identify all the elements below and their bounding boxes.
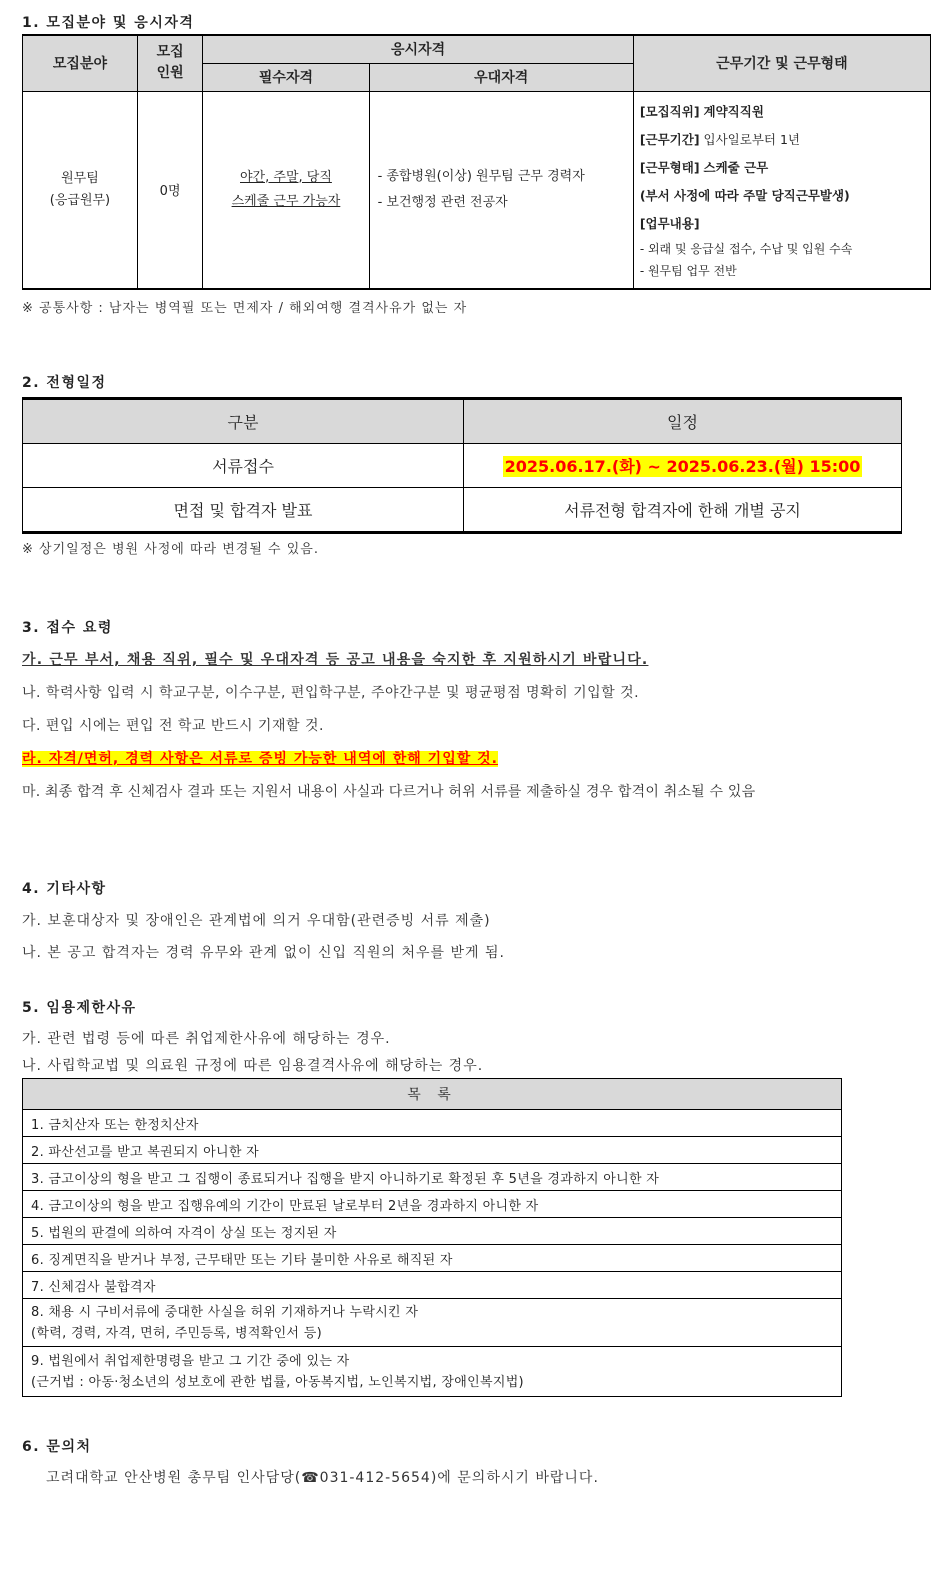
list-item-8-line1: 8. 채용 시 구비서류에 중대한 사실을 허위 기재하거나 누락시킨 자 bbox=[31, 1304, 419, 1320]
schedule-change-note: ※ 상기일정은 병원 사정에 따라 변경될 수 있음. bbox=[22, 542, 319, 557]
contact-line bbox=[46, 1467, 599, 1487]
preferred-line1: - 종합병원(이상) 원무팀 근무 경력자 bbox=[377, 168, 585, 184]
section-title-schedule: 2. 전형일정 bbox=[22, 375, 107, 391]
phone-icon: ☎ bbox=[301, 1470, 320, 1486]
list-item bbox=[23, 1347, 842, 1397]
recruitment-table bbox=[22, 34, 931, 290]
contact-prefix: 고려대학교 안산병원 총무팀 인사담당( bbox=[46, 1470, 302, 1486]
apply-item-na: 나. 학력사항 입력 시 학교구분, 이수구분, 편입학구분, 주야간구분 및 평균평점 명확히 기입할 것. bbox=[22, 685, 640, 701]
preferred-line2: - 보건행정 관련 전공자 bbox=[377, 194, 508, 210]
apply-item-ra bbox=[22, 748, 498, 768]
cell-count: 0명 bbox=[137, 91, 202, 289]
common-requirement-note: ※ 공통사항 : 남자는 병역필 또는 면제자 / 해외여행 결격사유가 없는 자 bbox=[22, 301, 468, 316]
header-count-line1: 모집 bbox=[156, 44, 184, 61]
restrict-item-ga: 가. 관련 법령 등에 따른 취업제한사유에 해당하는 경우. bbox=[22, 1031, 391, 1047]
work-period-label: [근무기간] bbox=[639, 131, 700, 147]
section-title-recruitment: 1. 모집분야 및 응시자격 bbox=[22, 15, 195, 31]
required-line2: 스케줄 근무 가능자 bbox=[231, 193, 341, 209]
list-item: 4. 금고이상의 형을 받고 집행유예의 기간이 만료된 날로부터 2년을 경과하지 아니한 자 bbox=[23, 1191, 842, 1218]
work-period bbox=[640, 126, 924, 154]
header-work: 근무기간 및 근무형태 bbox=[633, 35, 930, 91]
restrict-item-na: 나. 사립학교법 및 의료원 규정에 따른 임용결격사유에 해당하는 경우. bbox=[22, 1058, 484, 1074]
section-title-etc: 4. 기타사항 bbox=[22, 881, 107, 897]
work-type-note bbox=[640, 182, 924, 210]
apply-item-da: 다. 편입 시에는 편입 전 학교 반드시 기재할 것. bbox=[22, 718, 324, 734]
field-sub: (응급원무) bbox=[49, 192, 111, 208]
cell-work bbox=[633, 91, 930, 289]
schedule-header-category: 구분 bbox=[23, 399, 464, 444]
list-item: 7. 신체검사 불합격자 bbox=[23, 1272, 842, 1299]
section-title-contact: 6. 문의처 bbox=[22, 1439, 92, 1455]
apply-item-ra-text: 라. 자격/면허, 경력 사항은 서류로 증빙 가능한 내역에 한해 기입할 것. bbox=[22, 751, 498, 767]
disqualification-list-table bbox=[22, 1078, 842, 1397]
work-position-value: 계약직직원 bbox=[703, 103, 764, 119]
work-type-label: [근무형태] bbox=[639, 159, 700, 175]
work-duty bbox=[640, 210, 924, 238]
header-count-line2: 인원 bbox=[156, 65, 184, 82]
work-type-note-text: (부서 사정에 따라 주말 당직근무발생) bbox=[639, 187, 850, 203]
section-title-application: 3. 접수 요령 bbox=[22, 620, 113, 636]
cell-preferred bbox=[369, 91, 633, 289]
schedule-row2-date: 서류전형 합격자에 한해 개별 공지 bbox=[464, 488, 902, 533]
schedule-row1-date: 2025.06.17.(화) ~ 2025.06.23.(월) 15:00 bbox=[504, 457, 861, 476]
work-type bbox=[640, 154, 924, 182]
header-preferred: 우대자격 bbox=[369, 63, 633, 91]
work-duty-2: - 원무팀 업무 전반 bbox=[639, 263, 737, 278]
etc-item-ga: 가. 보훈대상자 및 장애인은 관계법에 의거 우대함(관련증빙 서류 제출) bbox=[22, 913, 491, 929]
list-item: 5. 법원의 판결에 의하여 자격이 상실 또는 정지된 자 bbox=[23, 1218, 842, 1245]
cell-required bbox=[203, 91, 369, 289]
schedule-header-date: 일정 bbox=[464, 399, 902, 444]
schedule-table bbox=[22, 397, 902, 534]
contact-suffix: )에 문의하시기 바랍니다. bbox=[430, 1470, 599, 1486]
header-count bbox=[137, 35, 202, 91]
list-item: 1. 금치산자 또는 한정치산자 bbox=[23, 1110, 842, 1137]
list-item: 3. 금고이상의 형을 받고 그 집행이 종료되거나 집행을 받지 아니하기로 확정된 후 5년을 경과하지 아니한 자 bbox=[23, 1164, 842, 1191]
work-position-label: [모집직위] bbox=[639, 103, 700, 119]
apply-item-ga: 가. 근무 부서, 채용 직위, 필수 및 우대자격 등 공고 내용을 숙지한 후 지원하시기 바랍니다. bbox=[22, 652, 649, 668]
work-duty-label: [업무내용] bbox=[639, 215, 700, 231]
list-item-9-line2: (근거법 : 아동·청소년의 성보호에 관한 법률, 아동복지법, 노인복지법, 장애인복지법) bbox=[31, 1374, 524, 1390]
schedule-row1-category: 서류접수 bbox=[23, 444, 464, 488]
apply-item-ma: 마. 최종 합격 후 신체검사 결과 또는 지원서 내용이 사실과 다르거나 허위 서류를 제출하실 경우 합격이 취소될 수 있음 bbox=[22, 784, 756, 800]
cell-field bbox=[23, 91, 138, 289]
contact-phone: 031-412-5654 bbox=[319, 1470, 431, 1486]
etc-item-na: 나. 본 공고 합격자는 경력 유무와 관계 없이 신입 직원의 처우를 받게 됨. bbox=[22, 945, 505, 961]
header-field: 모집분야 bbox=[23, 35, 138, 91]
field-name: 원무팀 bbox=[61, 170, 99, 186]
work-period-value: 입사일로부터 1년 bbox=[703, 131, 800, 147]
list-item bbox=[23, 1299, 842, 1347]
list-item-9-line1: 9. 법원에서 취업제한명령을 받고 그 기간 중에 있는 자 bbox=[31, 1353, 350, 1369]
list-header: 목 록 bbox=[23, 1079, 842, 1110]
section-title-restriction: 5. 임용제한사유 bbox=[22, 1000, 137, 1016]
work-duty-1: - 외래 및 응급실 접수, 수납 및 입원 수속 bbox=[639, 241, 853, 256]
schedule-row2-category: 면접 및 합격자 발표 bbox=[23, 488, 464, 533]
work-type-value: 스케줄 근무 bbox=[703, 159, 769, 175]
list-item: 2. 파산선고를 받고 복권되지 아니한 자 bbox=[23, 1137, 842, 1164]
header-required: 필수자격 bbox=[203, 63, 369, 91]
work-position bbox=[640, 98, 924, 126]
list-item: 6. 징계면직을 받거나 부정, 근무태만 또는 기타 불미한 사유로 해직된 자 bbox=[23, 1245, 842, 1272]
list-item-8-line2: (학력, 경력, 자격, 면허, 주민등록, 병적확인서 등) bbox=[31, 1325, 322, 1341]
schedule-row1-date-cell bbox=[464, 444, 902, 488]
required-line1: 야간, 주말, 당직 bbox=[240, 169, 332, 185]
header-qualification: 응시자격 bbox=[203, 35, 634, 63]
